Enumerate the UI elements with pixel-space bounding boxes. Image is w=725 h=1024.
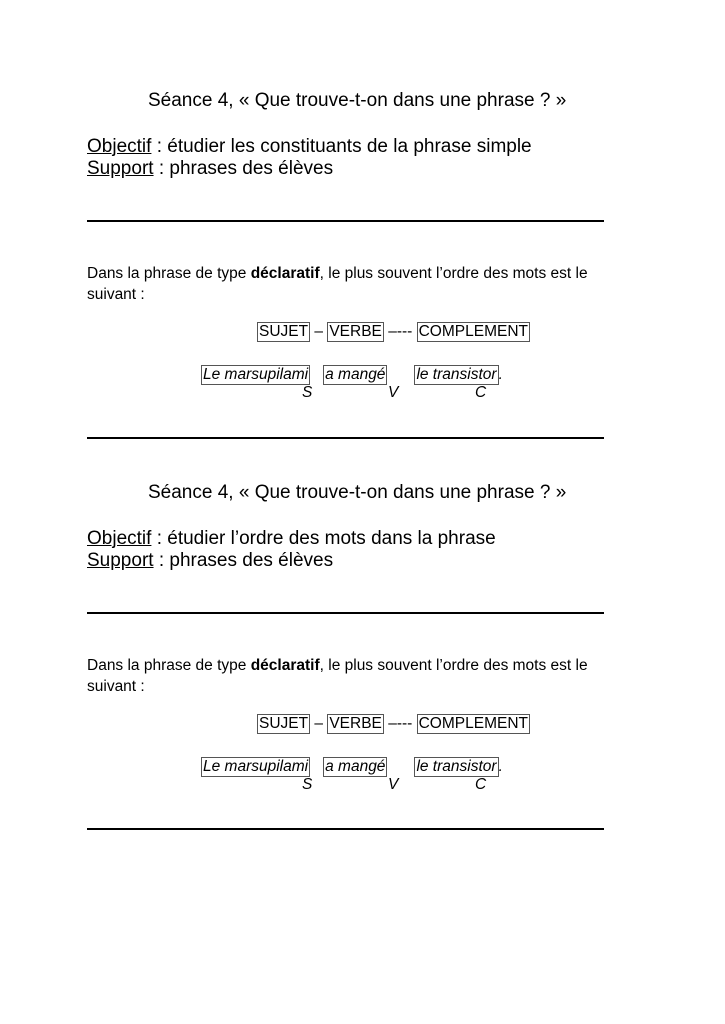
- separator: –---: [383, 715, 417, 732]
- separator-rule: [87, 437, 604, 439]
- paragraph-text: , le plus souvent l’ordre des mots est le: [319, 657, 588, 674]
- separator: –: [310, 715, 328, 732]
- separator-rule: [87, 828, 604, 830]
- example-subject: Le marsupilami: [203, 758, 309, 775]
- section-2-support: [87, 550, 333, 572]
- example-verb: a mangé: [325, 366, 386, 383]
- label-v: V: [388, 384, 399, 401]
- example-period: .: [498, 366, 503, 383]
- example-subject: Le marsupilami: [203, 366, 309, 383]
- paragraph-text: suivant :: [87, 286, 145, 303]
- objectif-text: : étudier l’ordre des mots dans la phrase: [151, 528, 496, 549]
- label-c: C: [475, 384, 487, 401]
- objectif-label: Objectif: [87, 528, 152, 549]
- section-2-title: Séance 4, « Que trouve-t-on dans une phrase ? »: [148, 482, 567, 503]
- section-2-objectif: [87, 528, 496, 550]
- section-1-support: [87, 158, 333, 180]
- section-1-paragraph: [87, 263, 588, 305]
- support-label: Support: [87, 550, 154, 571]
- separator-rule: [87, 220, 604, 222]
- separator-rule: [87, 612, 604, 614]
- section-1-example: [201, 364, 503, 385]
- example-complement: le transistor: [416, 366, 497, 383]
- complement-box: COMPLEMENT: [418, 715, 528, 732]
- sujet-box: SUJET: [259, 323, 309, 340]
- support-label: Support: [87, 158, 154, 179]
- paragraph-text: Dans la phrase de type: [87, 657, 251, 674]
- section-2-word-order: [257, 713, 530, 734]
- section-2-example: [201, 756, 503, 777]
- label-s: S: [302, 384, 313, 401]
- paragraph-text: , le plus souvent l’ordre des mots est le: [319, 265, 588, 282]
- separator: –: [310, 323, 328, 340]
- support-text: : phrases des élèves: [153, 158, 334, 179]
- section-1-title: Séance 4, « Que trouve-t-on dans une phrase ? »: [148, 90, 567, 111]
- example-period: .: [498, 758, 503, 775]
- label-s: S: [302, 776, 313, 793]
- objectif-text: : étudier les constituants de la phrase simple: [151, 136, 532, 157]
- paragraph-bold: déclaratif: [250, 657, 320, 674]
- section-1-objectif: [87, 136, 532, 158]
- label-v: V: [388, 776, 399, 793]
- objectif-label: Objectif: [87, 136, 152, 157]
- example-verb: a mangé: [325, 758, 386, 775]
- verbe-box: VERBE: [329, 323, 382, 340]
- example-complement: le transistor: [416, 758, 497, 775]
- verbe-box: VERBE: [329, 715, 382, 732]
- complement-box: COMPLEMENT: [418, 323, 528, 340]
- section-1-word-order: [257, 321, 530, 342]
- paragraph-text: Dans la phrase de type: [87, 265, 251, 282]
- section-2-paragraph: [87, 655, 588, 697]
- paragraph-text: suivant :: [87, 678, 145, 695]
- support-text: : phrases des élèves: [153, 550, 334, 571]
- label-c: C: [475, 776, 487, 793]
- separator: –---: [383, 323, 417, 340]
- sujet-box: SUJET: [259, 715, 309, 732]
- paragraph-bold: déclaratif: [250, 265, 320, 282]
